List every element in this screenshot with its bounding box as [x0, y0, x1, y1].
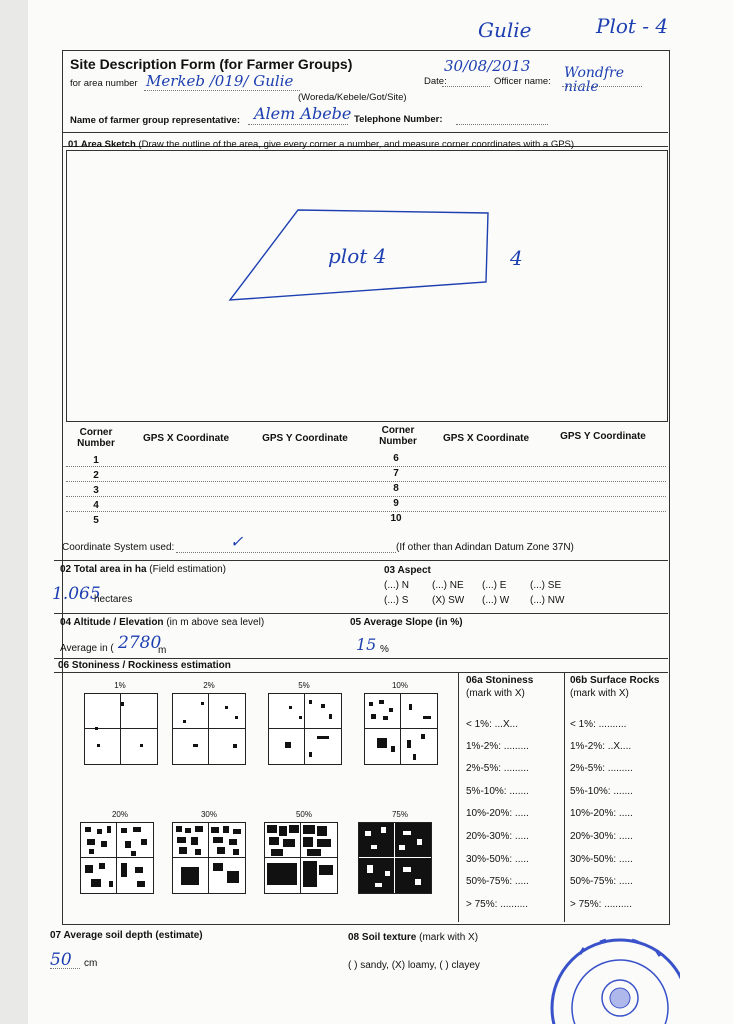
stoniness-grid-5: [268, 693, 342, 765]
area-note: (Field estimation): [149, 564, 226, 575]
phone-label: Telephone Number:: [354, 114, 443, 125]
rocks-b-10-20: 10%-20%: .....: [570, 808, 633, 819]
rep-value: Alem Abebe: [254, 104, 352, 123]
stoniness-a-20-30: 20%-30%: .....: [466, 831, 529, 842]
pct-10: 10%: [391, 681, 408, 690]
soil-depth-heading: 07 Average soil depth (estimate): [50, 930, 203, 941]
coord-system-label: Coordinate System used:: [62, 542, 175, 553]
corner-3: 3: [93, 485, 99, 496]
rep-label: Name of farmer group representative:: [70, 115, 240, 126]
stoniness-heading: 06 Stoniness / Rockiness estimation: [58, 660, 231, 671]
stoniness-a-lt1: < 1%: ...X...: [466, 719, 518, 730]
stoniness-b-heading: 06b Surface Rocks: [570, 675, 660, 686]
officer-label: Officer name:: [494, 76, 551, 87]
stoniness-a-sub: (mark with X): [466, 688, 525, 699]
date-value: 30/08/2013: [444, 57, 531, 75]
rocks-b-50-75: 50%-75%: .....: [570, 876, 633, 887]
corner-9: 9: [393, 498, 399, 509]
slope-heading: 05 Average Slope (in %): [350, 617, 463, 628]
aspect-heading: 03 Aspect: [384, 565, 431, 576]
soil-depth-value: 50: [50, 950, 72, 970]
stoniness-a-1-2: 1%-2%: .........: [466, 741, 529, 752]
stoniness-a-5-10: 5%-10%: .......: [466, 786, 529, 797]
altitude-heading: 04 Altitude / Elevation: [60, 617, 164, 628]
col-y-right: GPS Y Coordinate: [560, 431, 646, 442]
aspect-s: (...) S: [384, 595, 409, 606]
corner-mark: 4: [510, 246, 523, 270]
col-x-left: GPS X Coordinate: [142, 433, 230, 444]
plot-label: plot 4: [328, 244, 387, 268]
plot-outline: [66, 150, 666, 420]
area-heading-line: [60, 564, 226, 575]
sketch-heading-line: [68, 139, 574, 150]
stoniness-grid-30: [172, 822, 246, 894]
pct-2: 2%: [203, 681, 215, 690]
col-y-left: GPS Y Coordinate: [262, 433, 348, 444]
woreda-hint: (Woreda/Kebele/Got/Site): [298, 92, 407, 103]
corner-5: 5: [93, 515, 99, 526]
corner-7: 7: [393, 468, 399, 479]
altitude-avg-label: Average in (: [60, 643, 114, 654]
stoniness-grid-50: [264, 822, 338, 894]
stoniness-a-30-50: 30%-50%: .....: [466, 854, 529, 865]
rocks-b-lt1: < 1%: ..........: [570, 719, 627, 730]
stoniness-b-sub: (mark with X): [570, 688, 629, 699]
slope-value: 15: [356, 635, 377, 654]
rocks-b-1-2: 1%-2%: ..X....: [570, 741, 632, 752]
altitude-heading-line: [60, 617, 264, 628]
pct-1: 1%: [114, 681, 126, 690]
stoniness-grid-10: [364, 693, 438, 765]
aspect-ne: (...) NE: [432, 580, 464, 591]
sketch-instruction: (Draw the outline of the area, give every corner a number, and measure corner coordinates with a GPS): [138, 139, 575, 150]
stoniness-a-10-20: 10%-20%: .....: [466, 808, 529, 819]
soil-texture-heading-line: [348, 932, 478, 943]
soil-texture-heading: 08 Soil texture: [348, 932, 417, 943]
area-heading: 02 Total area in ha: [60, 564, 147, 575]
stoniness-a-2-5: 2%-5%: .........: [466, 763, 529, 774]
aspect-w: (...) W: [482, 595, 510, 606]
coord-system-value: ✓: [230, 532, 244, 551]
coord-system-note: (If other than Adindan Datum Zone 37N): [396, 542, 574, 553]
soil-depth-unit: cm: [84, 958, 98, 969]
date-label: Date:: [424, 76, 447, 87]
slope-unit: %: [380, 644, 389, 655]
sketch-heading: 01 Area Sketch: [68, 139, 136, 150]
aspect-e: (...) E: [482, 580, 507, 591]
col-corner-right: Corner Number: [379, 425, 417, 447]
aspect-nw: (...) NW: [530, 595, 565, 606]
pct-5: 5%: [298, 681, 310, 690]
rocks-b-2-5: 2%-5%: .........: [570, 763, 633, 774]
corner-2: 2: [93, 470, 99, 481]
pct-75: 75%: [391, 810, 408, 819]
soil-texture-options: ( ) sandy, (X) loamy, ( ) clayey: [348, 960, 480, 971]
stoniness-a-50-75: 50%-75%: .....: [466, 876, 529, 887]
stoniness-grid-75: [358, 822, 432, 894]
stoniness-a-gt75: > 75%: ..........: [466, 899, 528, 910]
altitude-note: (in m above sea level): [166, 617, 265, 628]
corner-10: 10: [390, 513, 402, 524]
area-number-value: Merkeb /019/ Gulie: [146, 72, 294, 90]
corner-8: 8: [393, 483, 399, 494]
pct-50: 50%: [295, 810, 312, 819]
handwritten-plot: Plot - 4: [596, 14, 669, 38]
aspect-se: (...) SE: [530, 580, 562, 591]
stoniness-grid-1: [84, 693, 158, 765]
area-number-label: for area number: [70, 78, 138, 89]
altitude-unit: m: [158, 645, 167, 656]
rocks-b-5-10: 5%-10%: .......: [570, 786, 633, 797]
aspect-sw: (X) SW: [432, 595, 465, 606]
rocks-b-20-30: 20%-30%: .....: [570, 831, 633, 842]
area-unit: hectares: [94, 594, 133, 605]
official-stamp-icon: [540, 918, 680, 1024]
corner-6: 6: [393, 453, 399, 464]
area-value: 1.065: [52, 584, 101, 604]
pct-30: 30%: [200, 810, 217, 819]
pct-20: 20%: [111, 810, 128, 819]
stoniness-a-heading: 06a Stoniness: [466, 675, 534, 686]
corner-1: 1: [93, 455, 99, 466]
rocks-b-30-50: 30%-50%: .....: [570, 854, 633, 865]
handwritten-site: Gulie: [478, 18, 532, 42]
aspect-n: (...) N: [384, 580, 409, 591]
officer-value: Wondfre niale: [564, 65, 625, 95]
form-title: Site Description Form (for Farmer Groups): [70, 56, 353, 72]
altitude-value: 2780: [118, 633, 162, 653]
corner-4: 4: [93, 500, 99, 511]
soil-texture-note: (mark with X): [419, 932, 479, 943]
col-corner-left: Corner Number: [77, 427, 115, 449]
col-x-right: GPS X Coordinate: [442, 433, 530, 444]
rocks-b-gt75: > 75%: ..........: [570, 899, 632, 910]
stoniness-grid-2: [172, 693, 246, 765]
stoniness-grid-20: [80, 822, 154, 894]
